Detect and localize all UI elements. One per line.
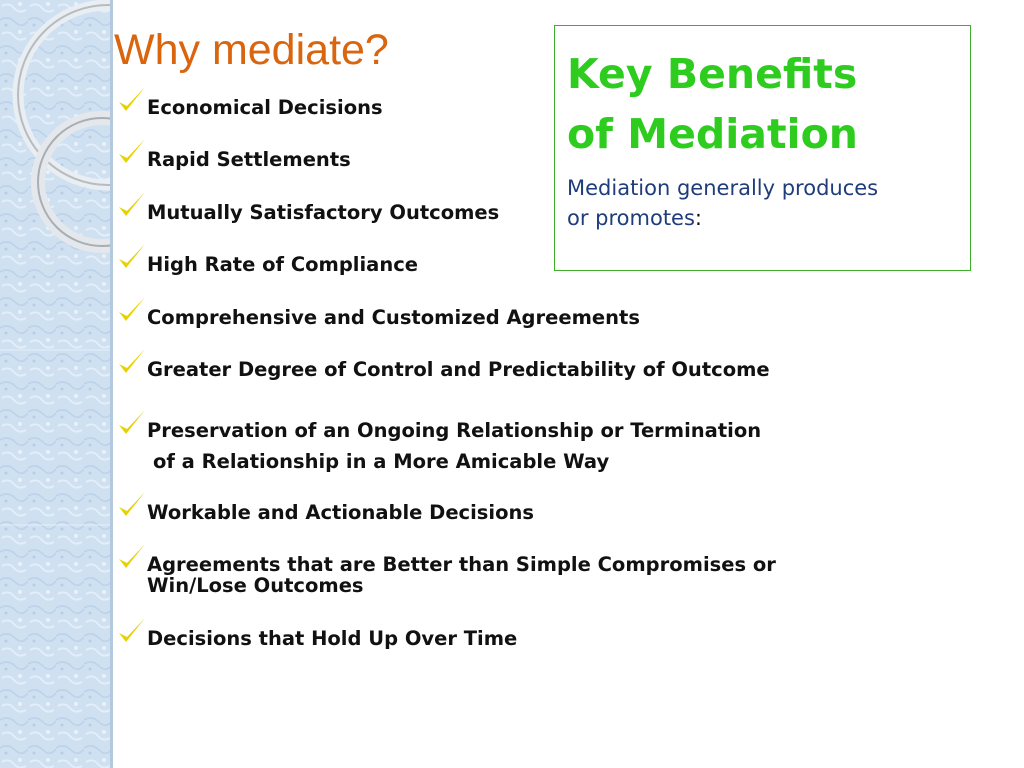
bullet-text: Decisions that Hold Up Over Time [147,627,518,650]
benefits-heading [567,44,858,164]
check-icon [117,190,147,220]
benefits-subtitle-line1: Mediation generally produces [567,176,879,200]
benefits-heading-line1: Key Benefits [567,50,858,98]
bullet-text: Comprehensive and Customized Agreements [147,306,640,329]
check-icon [117,490,147,520]
key-benefits-box [554,25,971,271]
bullet-text: Rapid Settlements [147,148,351,171]
check-icon [117,542,147,572]
bullet-text: Greater Degree of Control and Predictability of Outcome [147,358,770,381]
benefits-subtitle-line2: or promotes [567,206,695,230]
bullet-text: Preservation of an Ongoing Relationship or Termination [147,419,762,442]
bullet-text: High Rate of Compliance [147,253,418,276]
check-icon [117,347,147,377]
check-icon [117,616,147,646]
benefits-subtitle-colon: : [694,206,702,230]
bullet-continuation: of a Relationship in a More Amicable Way [153,450,610,473]
side-strip-edge [110,0,113,768]
benefits-heading-line2: of Mediation [567,110,858,158]
bullet-continuation: Win/Lose Outcomes [147,574,364,597]
decorative-side-strip [0,0,113,768]
slide-title: Why mediate? [114,26,389,74]
check-icon [117,85,147,115]
bullet-text: Mutually Satisfactory Outcomes [147,201,500,224]
check-icon [117,137,147,167]
check-icon [117,408,147,438]
bullet-text: Economical Decisions [147,96,383,119]
bullet-text: Agreements that are Better than Simple Compromises or [147,553,776,576]
check-icon [117,295,147,325]
benefits-subtitle [567,173,878,233]
check-icon [117,242,147,272]
decorative-rings-graphic [0,0,113,768]
bullet-text: Workable and Actionable Decisions [147,501,534,524]
